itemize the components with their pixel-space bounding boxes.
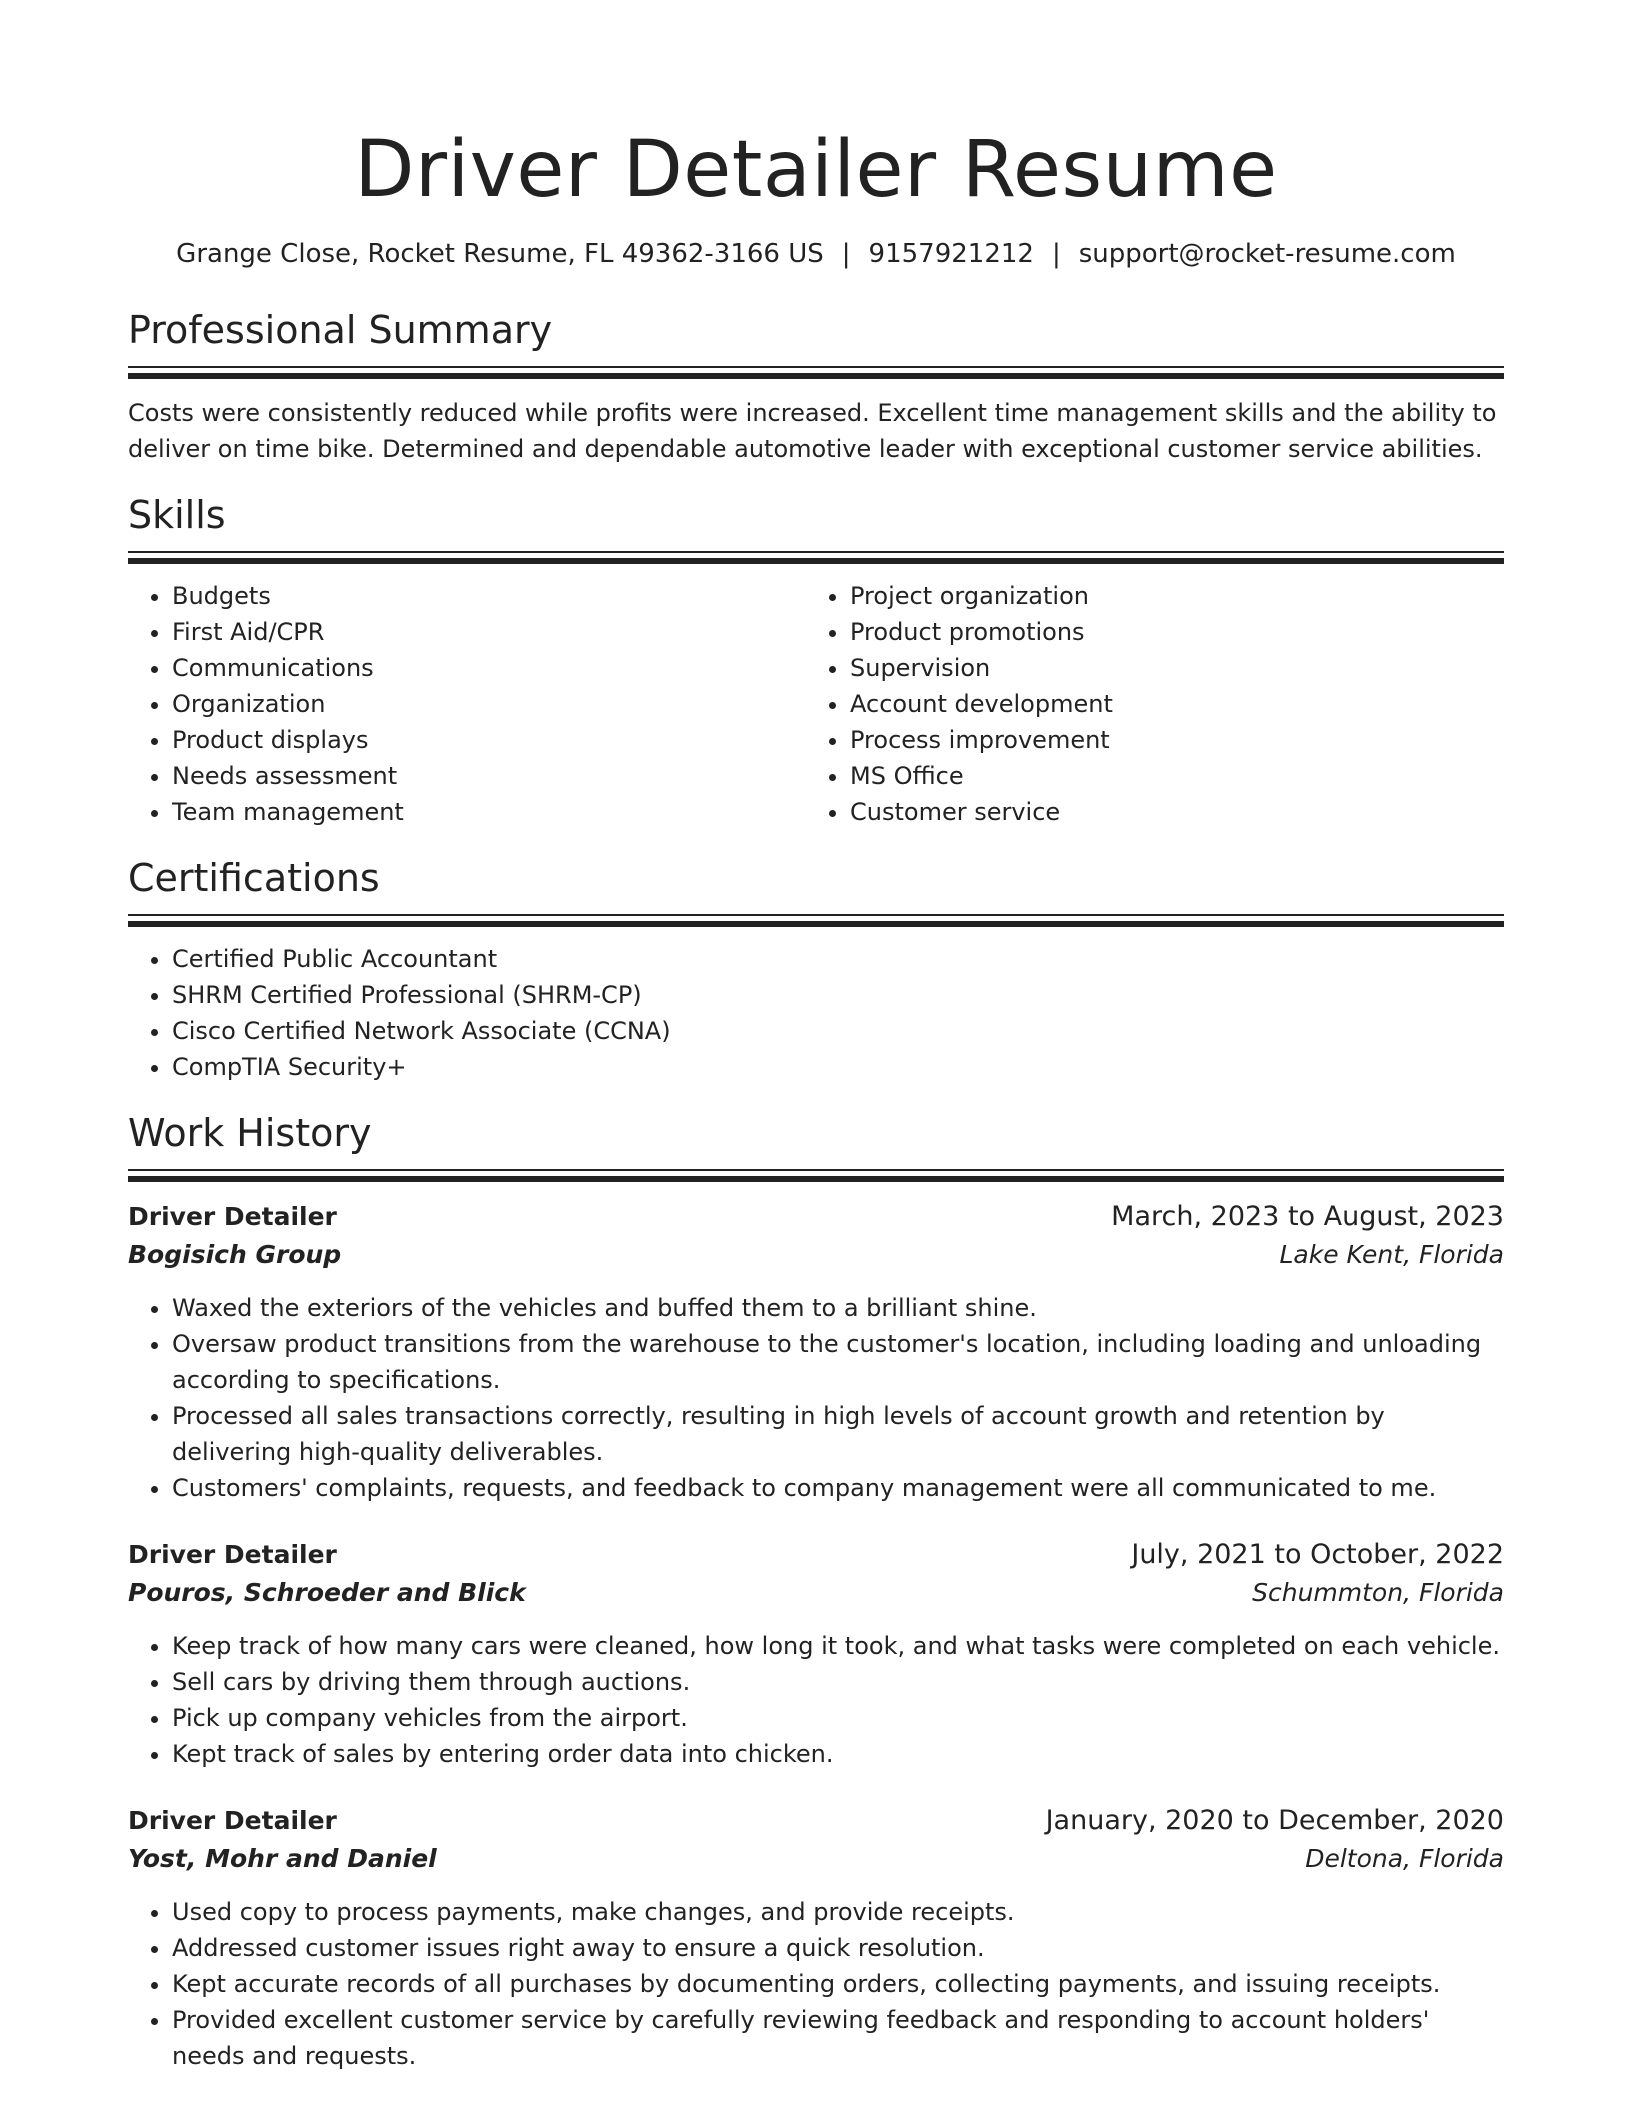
certification-item: • Certified Public Accountant — [172, 941, 1504, 977]
job-title: Driver Detailer — [128, 1540, 337, 1569]
job-header — [128, 1198, 1504, 1236]
skill-item: • First Aid/CPR — [172, 614, 806, 650]
resume-page — [128, 0, 1504, 2074]
section-divider — [128, 366, 1504, 379]
job-subheader — [128, 1574, 1504, 1612]
certification-item: • CompTIA Security+ — [172, 1049, 1504, 1085]
contact-address: Grange Close, Rocket Resume, FL 49362-3166 US — [176, 239, 824, 269]
job-dates: January, 2020 to December, 2020 — [1045, 1805, 1504, 1836]
job-bullet: • Customers' complaints, requests, and feedback to company management were all communicated to me. — [172, 1470, 1504, 1506]
job-subheader — [128, 1236, 1504, 1274]
job-location: Schummton, Florida — [1252, 1578, 1504, 1607]
skill-item: • Process improvement — [850, 722, 1484, 758]
job-subheader — [128, 1840, 1504, 1878]
skill-item: • Communications — [172, 650, 806, 686]
section-title-work-history: Work History — [128, 1111, 372, 1155]
skill-item: • Needs assessment — [172, 758, 806, 794]
contact-email: support@rocket-resume.com — [1078, 239, 1456, 269]
job-company: Yost, Mohr and Daniel — [128, 1844, 437, 1873]
summary-section — [128, 306, 1504, 467]
section-title-certifications: Certifications — [128, 856, 380, 900]
skill-item: • MS Office — [850, 758, 1484, 794]
certification-item: • SHRM Certified Professional (SHRM-CP) — [172, 977, 1504, 1013]
job-bullet: • Keep track of how many cars were cleaned, how long it took, and what tasks were completed on each vehicle. — [172, 1628, 1504, 1664]
skill-item: • Product promotions — [850, 614, 1484, 650]
skill-item: • Organization — [172, 686, 806, 722]
job-dates: March, 2023 to August, 2023 — [1111, 1201, 1504, 1232]
job-location: Lake Kent, Florida — [1279, 1240, 1504, 1269]
job-header — [128, 1536, 1504, 1574]
contact-separator: | — [841, 239, 851, 269]
certification-item: • Cisco Certified Network Associate (CCNA) — [172, 1013, 1504, 1049]
job-bullet: • Processed all sales transactions correctly, resulting in high levels of account growth and retention by delivering high-quality deliverables. — [172, 1398, 1504, 1470]
summary-text: Costs were consistently reduced while profits were increased. Excellent time management skills and the ability to deliver on time bike. Determined and dependable automotive leader with exceptional customer service abilities. — [128, 399, 1497, 463]
section-divider — [128, 914, 1504, 927]
skills-section — [128, 491, 1504, 830]
job-bullet: • Provided excellent customer service by carefully reviewing feedback and responding to account holders' needs and requests. — [172, 2002, 1504, 2074]
skill-item: • Project organization — [850, 578, 1484, 614]
job-company: Bogisich Group — [128, 1240, 342, 1269]
skill-item: • Budgets — [172, 578, 806, 614]
job-location: Deltona, Florida — [1305, 1844, 1504, 1873]
skills-list-left — [128, 578, 806, 830]
job-bullet: • Used copy to process payments, make changes, and provide receipts. — [172, 1894, 1504, 1930]
skill-item: • Customer service — [850, 794, 1484, 830]
section-title-summary: Professional Summary — [128, 308, 553, 352]
job-bullets — [128, 1894, 1504, 2074]
job-entry — [128, 1802, 1504, 2074]
section-divider — [128, 551, 1504, 564]
job-bullet: • Addressed customer issues right away to ensure a quick resolution. — [172, 1930, 1504, 1966]
section-divider — [128, 1169, 1504, 1182]
job-title: Driver Detailer — [128, 1202, 337, 1231]
job-entry — [128, 1536, 1504, 1772]
job-bullets — [128, 1290, 1504, 1506]
job-bullet: • Oversaw product transitions from the warehouse to the customer's location, including loading and unloading according to specifications. — [172, 1326, 1504, 1398]
job-bullets — [128, 1628, 1504, 1772]
job-company: Pouros, Schroeder and Blick — [128, 1578, 526, 1607]
resume-title: Driver Detailer Resume — [354, 125, 1278, 215]
job-bullet: • Waxed the exteriors of the vehicles and buffed them to a brilliant shine. — [172, 1290, 1504, 1326]
job-header — [128, 1802, 1504, 1840]
certifications-section — [128, 854, 1504, 1085]
skill-item: • Supervision — [850, 650, 1484, 686]
contact-separator: | — [1051, 239, 1061, 269]
section-title-skills: Skills — [128, 493, 226, 537]
skill-item: • Team management — [172, 794, 806, 830]
job-bullet: • Kept track of sales by entering order data into chicken. — [172, 1736, 1504, 1772]
job-bullet: • Sell cars by driving them through auctions. — [172, 1664, 1504, 1700]
job-entry — [128, 1198, 1504, 1506]
skill-item: • Account development — [850, 686, 1484, 722]
certifications-list — [128, 941, 1504, 1085]
job-dates: July, 2021 to October, 2022 — [1131, 1539, 1504, 1570]
contact-line — [128, 236, 1504, 272]
job-bullet: • Kept accurate records of all purchases by documenting orders, collecting payments, and issuing receipts. — [172, 1966, 1504, 2002]
job-bullet: • Pick up company vehicles from the airport. — [172, 1700, 1504, 1736]
skill-item: • Product displays — [172, 722, 806, 758]
skills-columns — [128, 578, 1504, 830]
contact-phone: 9157921212 — [868, 239, 1034, 269]
skills-list-right — [806, 578, 1484, 830]
job-title: Driver Detailer — [128, 1806, 337, 1835]
work-history-section — [128, 1109, 1504, 2074]
